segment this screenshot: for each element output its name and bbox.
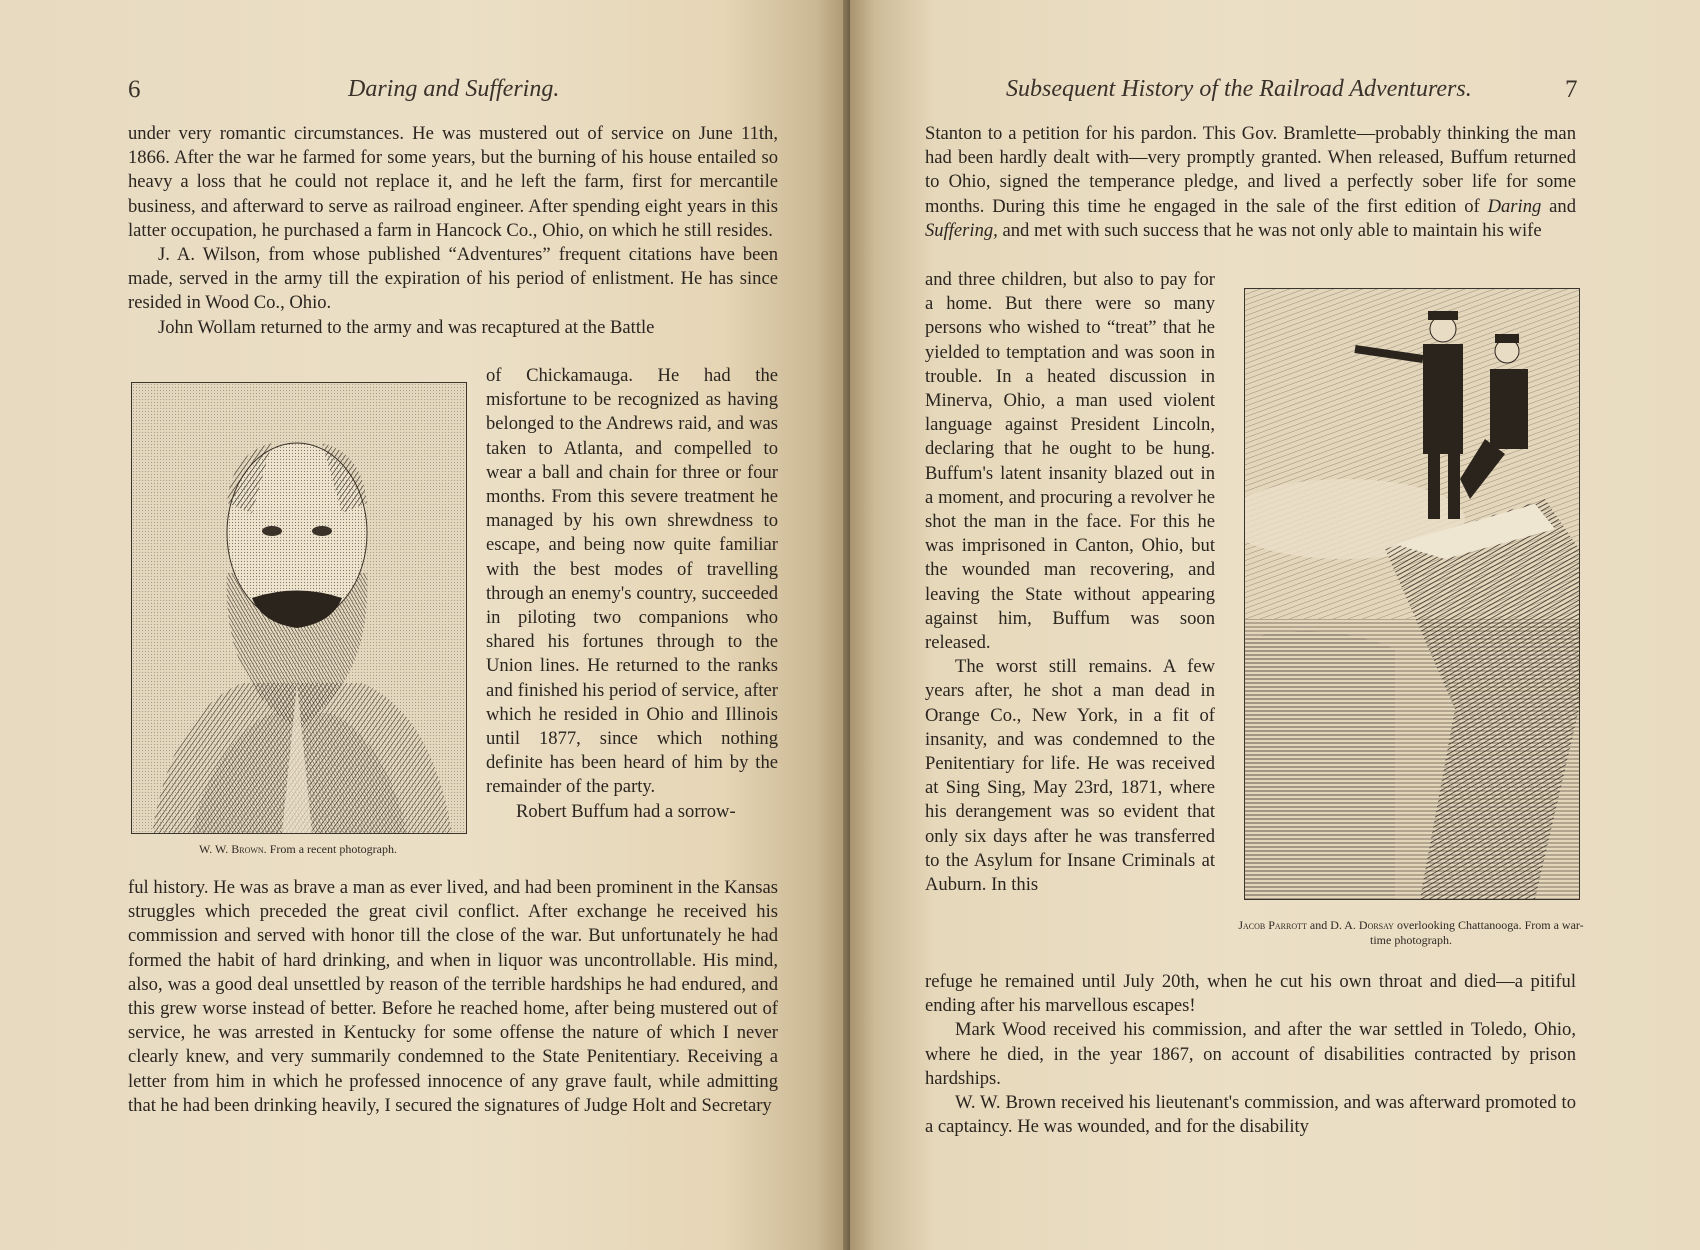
- running-head: Daring and Suffering.: [348, 76, 560, 102]
- paragraph-text: and met with such success that he was not only able to maintain his wife: [1002, 219, 1542, 241]
- caption-text: and: [1309, 918, 1328, 932]
- page-number: 7: [1565, 76, 1578, 103]
- paragraph: J. A. Wilson, from whose published “Adventures” frequent citations have been made, served in the army till the expiration of his period of enlistment. He has since resided in Wood Co., Ohio.: [128, 244, 778, 314]
- paragraph: Mark Wood received his commission, and after the war settled in Toledo, Ohio, where he died, in the year 1867, on account of disabilities contracted by prison hardships.: [925, 1019, 1576, 1089]
- text-block-bottom: [925, 970, 1576, 1139]
- text-block-bottom: [128, 876, 778, 1118]
- book-title-part: Daring: [1487, 195, 1542, 217]
- paragraph-text: Stanton to a petition for his pardon. This Gov. Bramlette—probably thinking the man had been hardly dealt with—very promptly granted. When released, Buffum returned to Ohio, signed the temperance pledge, and lived a perfectly sober life for some months. During this time he engaged in the sale of the first edition of: [925, 123, 1576, 217]
- paragraph: The worst still remains. A few years after, he shot a man dead in Orange Co., New York, in a fit of insanity, and was condemned to the Penitentiary for life. He was received at Sing Sing, May 23rd, 1871, where his derangement was so evident that only six days after he was transferred to the Asylum for Insane Criminals at Auburn. In this: [925, 656, 1215, 896]
- paragraph: ful history. He was as brave a man as ever lived, and had been prominent in the Kansas struggles which preceded the great civil conflict. After exchange he received his commission and served with honor till the close of the war. But unfortunately he had formed the habit of hard drinking, and when in liquor was uncontrollable. His mind, also, was a good deal unsettled by reason of the terrible hardships he had endured, and this grew worse instead of better. Before he reached home, after being mustered out of service, he was arrested in Kentucky for some offense the nature of which I never clearly knew, and very summarily condemned to the State Penitentiary. Receiving a letter from him in which he professed innocence of any grave fault, while admitting that he had been drinking heavily, I secured the signatures of Judge Holt and Secretary: [128, 877, 778, 1116]
- paragraph: W. W. Brown received his lieutenant's commission, and was afterward promoted to a captaincy. He was wounded, and for the disability: [925, 1092, 1576, 1138]
- cliff-caption: [1238, 918, 1584, 948]
- caption-name: D. A. Dorsay: [1330, 918, 1394, 932]
- cliff-engraving: [1245, 289, 1579, 899]
- paragraph: [925, 122, 1576, 243]
- caption-name: Jacob Parrott: [1238, 918, 1307, 932]
- caption-text: overlooking Chattanooga. From a war-time photograph.: [1370, 918, 1584, 947]
- caption-text: From a recent photograph.: [269, 842, 397, 856]
- text-block: [128, 122, 778, 340]
- portrait-engraving: [132, 383, 466, 833]
- paragraph: John Wollam returned to the army and was recaptured at the Battle: [158, 316, 655, 338]
- paragraph: Robert Buffum had a sorrow-: [516, 800, 736, 822]
- side-text-block: [486, 364, 778, 824]
- paragraph: refuge he remained until July 20th, when he cut his own throat and died—a pitiful ending after his marvellous escapes!: [925, 971, 1576, 1017]
- book-title-part: Suffering,: [925, 219, 998, 241]
- portrait-caption: [131, 842, 465, 857]
- caption-name: W. W. Brown.: [199, 842, 267, 856]
- portrait-figure: [131, 382, 467, 834]
- paragraph: and three children, but also to pay for a home. But there were so many persons who wished to “treat” that he yielded to temptation and was soon in trouble. In a heated discussion in Minerva, Ohio, a man used violent language against President Lincoln, declaring that he ought to be hung. Buffum's latent insanity blazed out in a moment, and procuring a revolver he shot the man in the face. For this he was imprisoned in Canton, Ohio, but the wounded man recovering, and leaving the State without appearing against him, Buffum was soon released.: [925, 269, 1215, 654]
- text-block: [925, 122, 1576, 243]
- paragraph: under very romantic circumstances. He was mustered out of service on June 11th, 1866. After the war he farmed for some years, but the burning of his house entailed so heavy a loss that he could not replace it, and he left the farm, first for mercantile business, and afterward to serve as railroad engineer. After spending eight years in this latter occupation, he purchased a farm in Hancock Co., Ohio, on which he still resides.: [128, 123, 778, 241]
- page-number: 6: [128, 76, 141, 103]
- right-page: [850, 0, 1700, 1250]
- title-conjunction: and: [1549, 195, 1576, 217]
- side-text-block: [925, 268, 1215, 897]
- running-head: Subsequent History of the Railroad Adventurers.: [1006, 76, 1472, 102]
- cliff-figure: [1244, 288, 1580, 900]
- paragraph: of Chickamauga. He had the misfortune to be recognized as having belonged to the Andrews raid, and was taken to Atlanta, and compelled to wear a ball and chain for three or four months. From this severe treatment he managed by his own shrewdness to escape, and being now quite familiar with the best modes of travelling through an enemy's country, succeeded in piloting two companions who shared his fortunes through to the Union lines. He returned to the ranks and finished his period of service, after which he resided in Ohio and Illinois until 1877, since which nothing definite has been heard of him by the remainder of the party.: [486, 365, 778, 798]
